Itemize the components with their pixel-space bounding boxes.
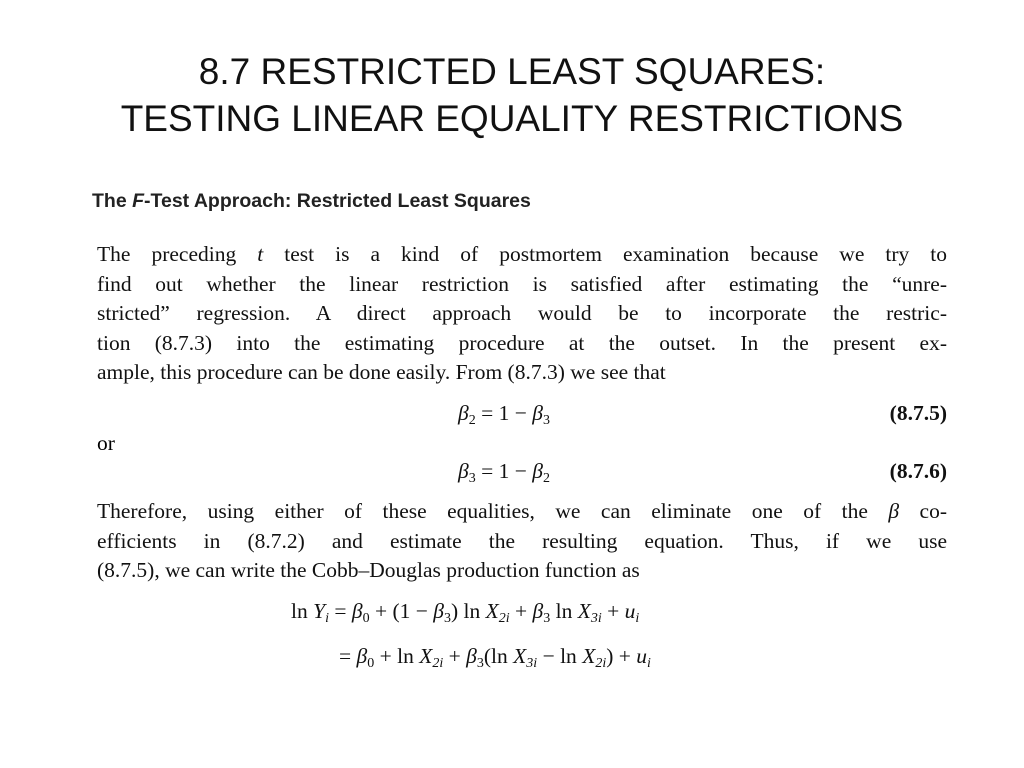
- cobb-douglas-equation-line-2: = $\beta_0 + \ln X_{2i} + \beta_3(\ln$ $X_{3i} - \ln X_{2i}) + u_i$: [339, 644, 651, 671]
- paragraph-line: stricted” regression. A direct approach would be to incorporate the restric-: [97, 301, 947, 325]
- equation-8-7-6: $\beta_3 = 1 - \beta_2$: [458, 459, 550, 486]
- equation-number-8-7-5: (8.7.5): [889, 401, 947, 425]
- f-letter: F: [132, 190, 145, 212]
- slide-title-line-1: 8.7 RESTRICTED LEAST SQUARES:: [198, 51, 826, 92]
- cobb-douglas-equation-line-1: $\ln Y_i = \beta_0 + (1 - \beta_3)$ $\ln X_{2i} + \beta_3$ $\ln X_{3i} + u_i$: [291, 599, 640, 626]
- paragraph-line: ample, this procedure can be done easily. From (8.7.3) we see that: [97, 360, 666, 384]
- equation-8-7-5: $\beta_2 = 1 - \beta_3$: [458, 401, 550, 428]
- paragraph-line: tion (8.7.3) into the estimating procedure at the outset. In the present ex-: [97, 330, 947, 355]
- paragraph-line: find out whether the linear restriction is satisfied after estimating the “unre-: [97, 271, 947, 296]
- slide-title: [0, 48, 1024, 142]
- section-heading: The F-Test Approach: Restricted Least Squares: [92, 190, 531, 212]
- or-text: or: [97, 431, 115, 455]
- paragraph-line: (8.7.5), we can write the Cobb–Douglas production function as: [97, 558, 640, 582]
- paragraph-1: [97, 240, 947, 388]
- paragraph-line: The preceding t test is a kind of postmortem examination because we try to: [97, 242, 948, 266]
- paragraph-line: efficients in (8.7.2) and estimate the resulting equation. Thus, if we use: [97, 528, 947, 553]
- paragraph-2: [97, 497, 947, 586]
- equation-number-8-7-6: (8.7.6): [889, 459, 947, 483]
- paragraph-line: Therefore, using either of these equalities, we can eliminate one of the β co-: [97, 499, 947, 523]
- slide-title-line-2: TESTING LINEAR EQUALITY RESTRICTIONS: [120, 98, 904, 139]
